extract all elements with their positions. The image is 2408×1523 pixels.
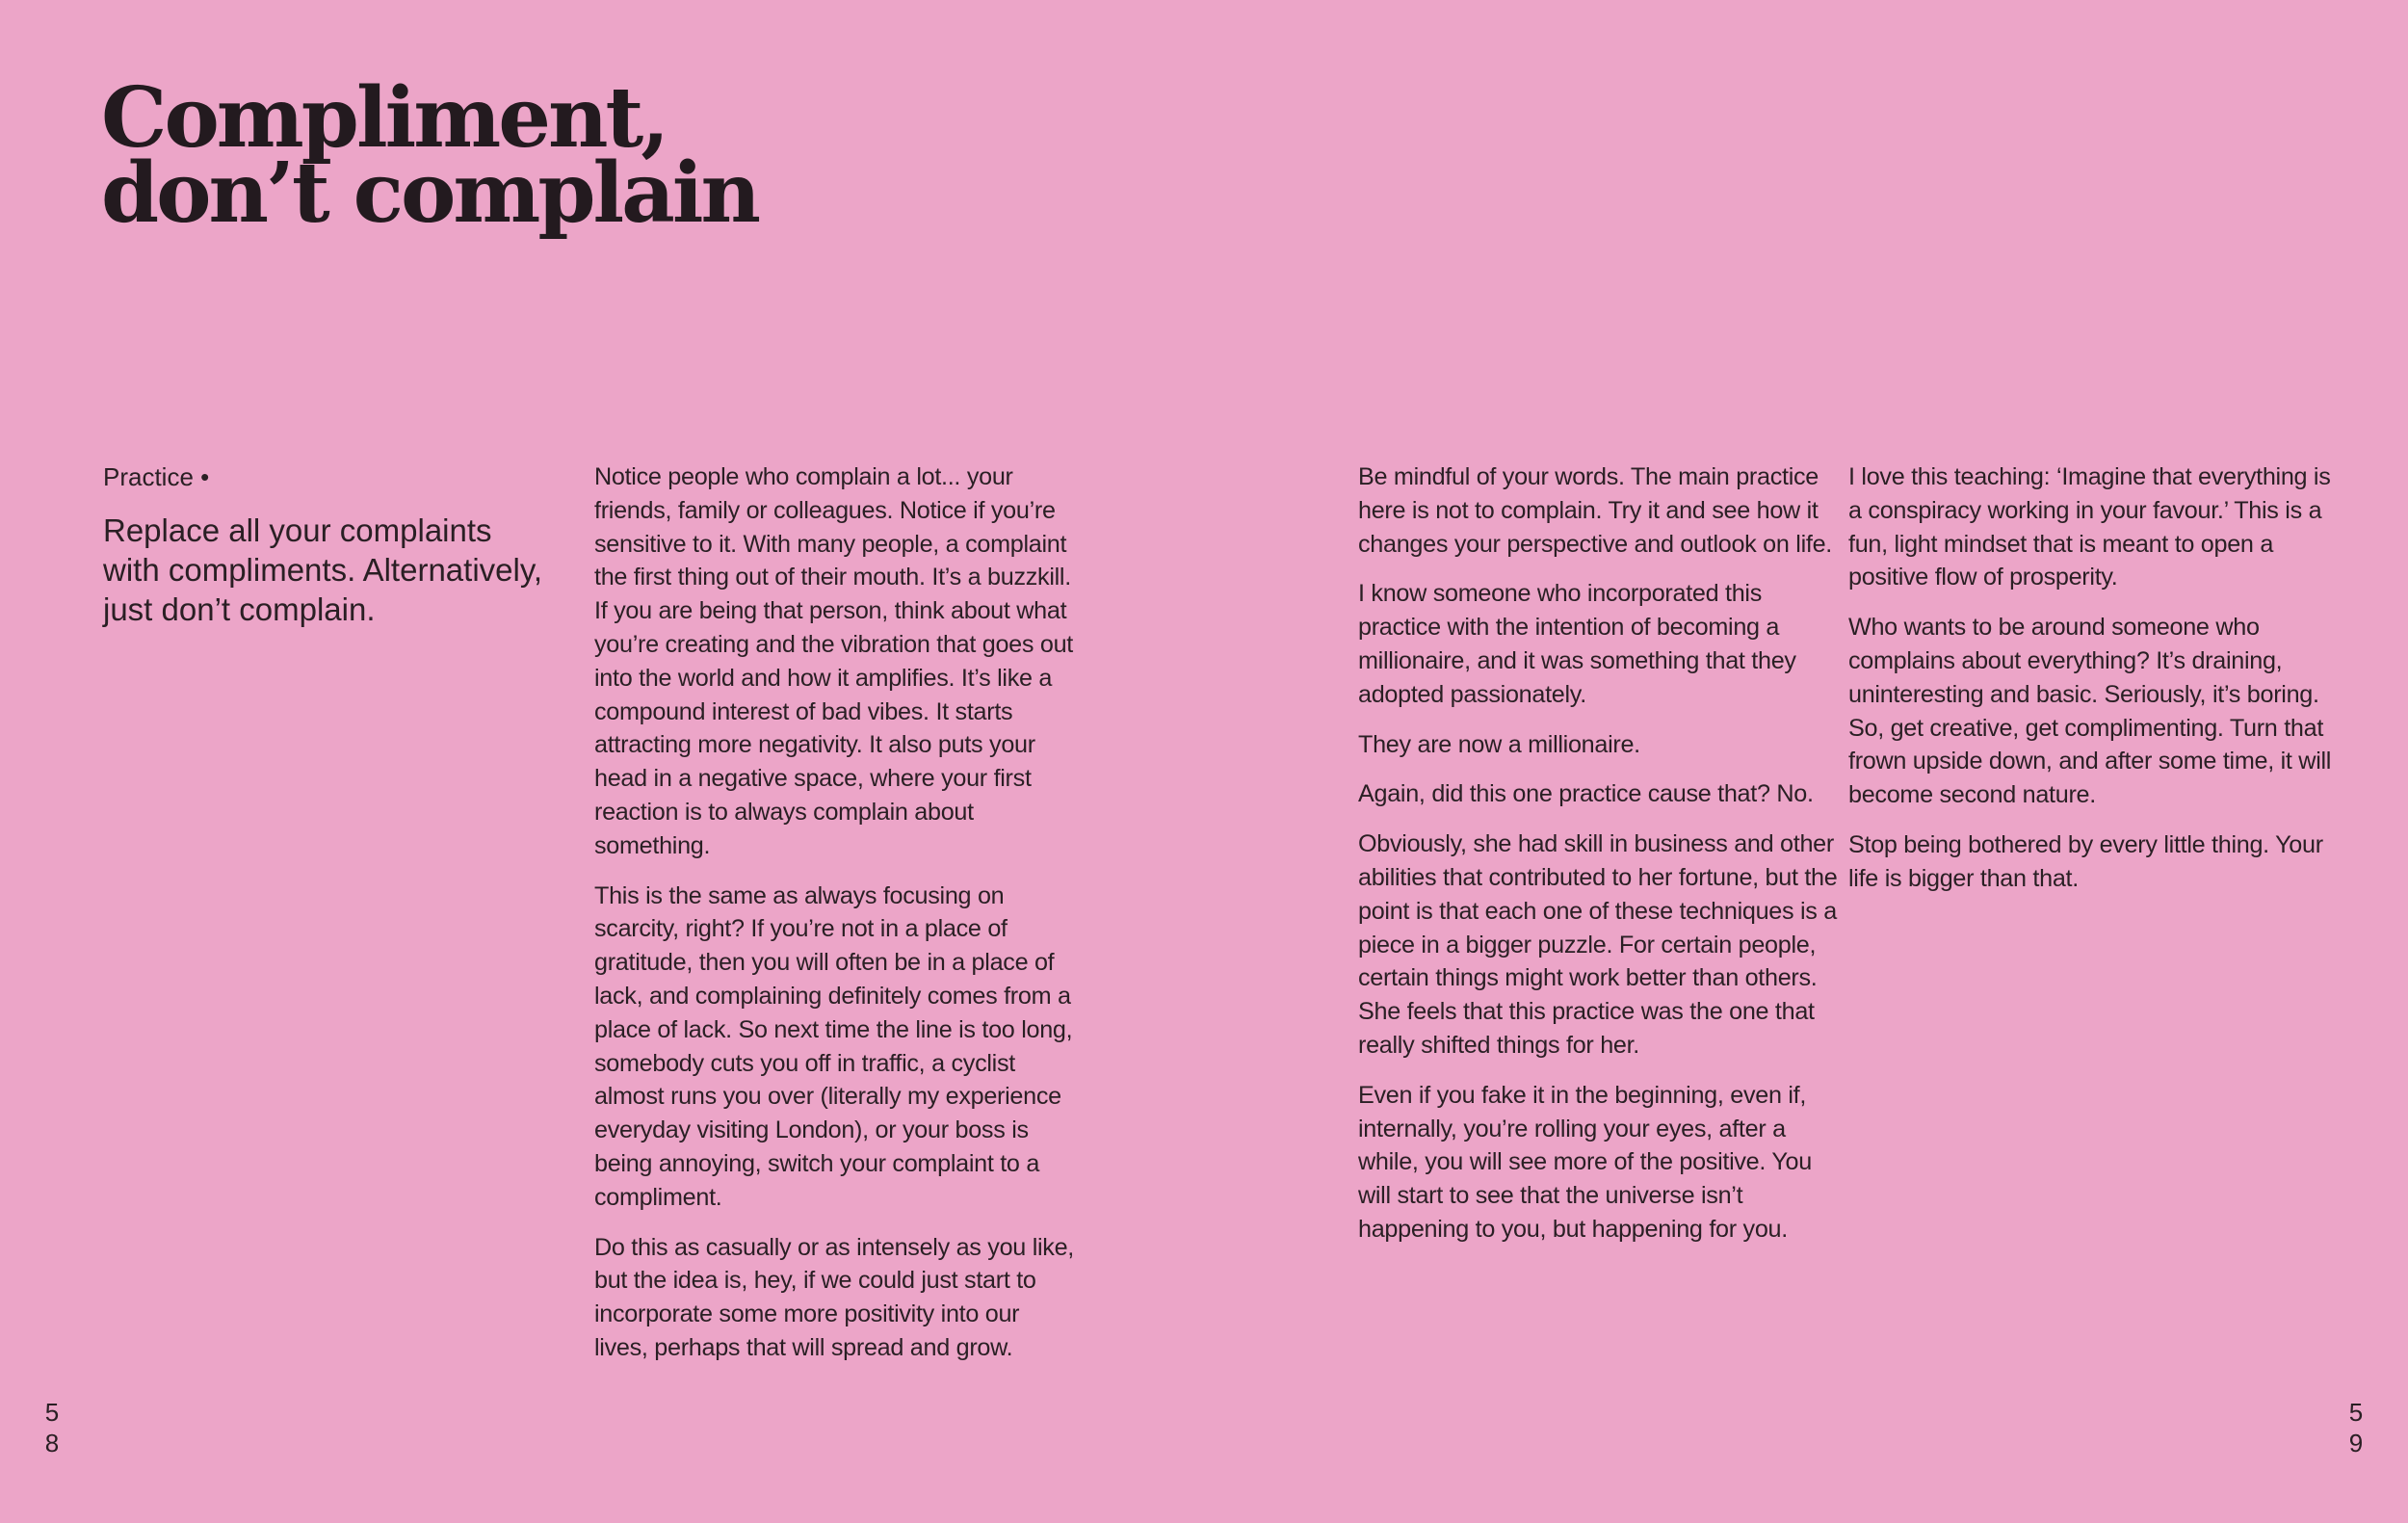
text-column-2: [1358, 460, 1840, 1263]
page-number-left: [38, 1397, 66, 1458]
paragraph: Obviously, she had skill in business and other abilities that contributed to her fortune, but the point is that each one of these techniques is a piece in a bigger puzzle. For certain people, certain things might work better than others. She feels that this practice was the one that really shifted things for her.: [1358, 830, 1838, 1059]
paragraph: They are now a millionaire.: [1358, 730, 1640, 758]
paragraph: Again, did this one practice cause that? No.: [1358, 780, 1814, 808]
title-line-2: don’t complain: [101, 144, 759, 242]
paragraph: Who wants to be around someone who complains about everything? It’s draining, uninteresting and basic. Seriously, it’s boring. So, get creative, get complimenting. Turn that frown upside down, and after some time, it will become second nature.: [1848, 614, 2332, 809]
paragraph: Do this as casually or as intensely as you like, but the idea is, hey, if we could just start to incorporate some more positivity into our lives, perhaps that will spread and grow.: [594, 1233, 1074, 1361]
paragraph: Be mindful of your words. The main practice here is not to complain. Try it and see how it changes your perspective and outlook on life.: [1358, 463, 1832, 558]
paragraph: I love this teaching: ‘Imagine that everything is a conspiracy working in your favour.’ This is a fun, light mindset that is meant to open a positive flow of prosperity.: [1848, 463, 2331, 591]
paragraph: Even if you fake it in the beginning, even if, internally, you’re rolling your eyes, after a while, you will see more of the positive. You will start to see that the universe isn’t happening to you, but happening for you.: [1358, 1081, 1812, 1243]
paragraph: This is the same as always focusing on scarcity, right? If you’re not in a place of gratitude, then you will often be in a place of lack, and complaining definitely comes from a place of lack. So next time the line is too long, somebody cuts you off in traffic, a cyclist almost runs you over (literally my experience everyday visiting London), or your boss is being annoying, switch your complaint to a compliment.: [594, 881, 1073, 1211]
paragraph: Stop being bothered by every little thing. Your life is bigger than that.: [1848, 830, 2323, 892]
paragraph: Notice people who complain a lot... your friends, family or colleagues. Notice if you’re sensitive to it. With many people, a complaint the first thing out of their mouth. It’s a buzzkill. If you are being that person, think about what you’re creating and the vibration that goes out into the world and how it amplifies. It’s like a compound interest of bad vibes. It starts attracting more negativity. It also puts your head in a negative space, where your first reaction is to always complain about something.: [594, 463, 1073, 859]
page-number-digit: 5: [2348, 1398, 2364, 1427]
paragraph: I know someone who incorporated this practice with the intention of becoming a millionaire, and it was something that they adopted passionately.: [1358, 580, 1796, 708]
page-number-digit: 5: [44, 1398, 60, 1427]
page-number-right: [2342, 1397, 2370, 1458]
title-line-1: Compliment,: [101, 69, 667, 167]
text-column-3: [1848, 460, 2349, 912]
practice-text: Replace all your complaints with compliments. Alternatively, just don’t complain.: [103, 512, 543, 627]
page-number-digit: 8: [44, 1429, 60, 1457]
page-title: [101, 69, 759, 242]
page-number-digit: 9: [2348, 1429, 2364, 1457]
text-column-1: [594, 460, 1076, 1381]
practice-label: Practice •: [103, 462, 210, 491]
